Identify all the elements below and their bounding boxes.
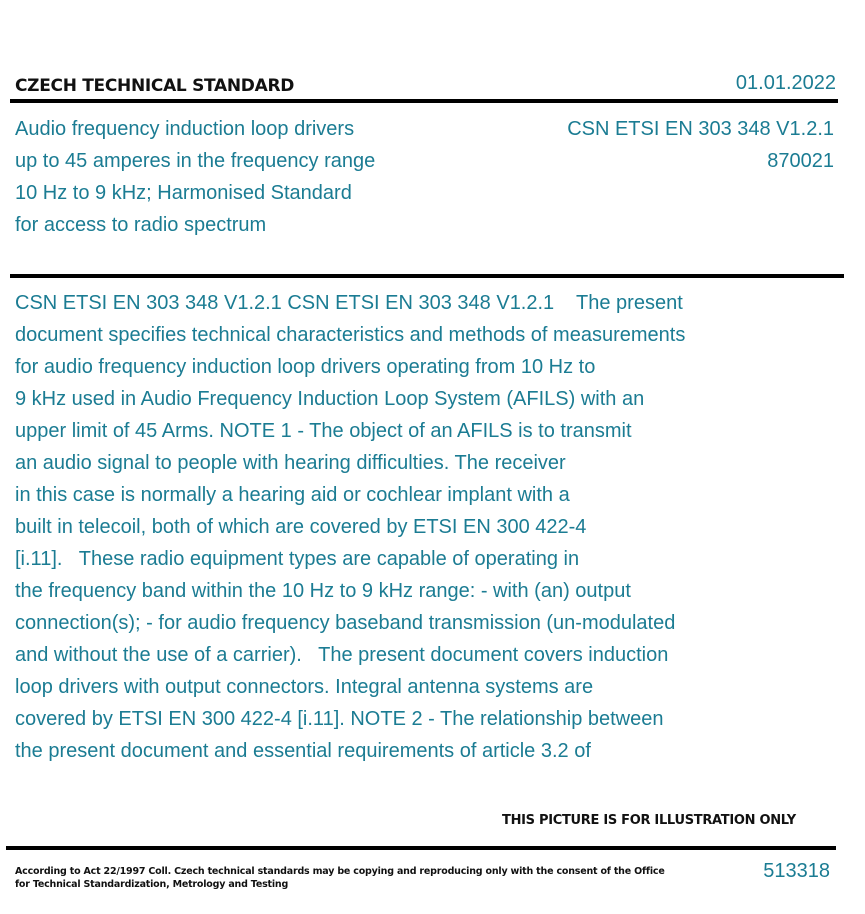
standard-title-line: 10 Hz to 9 kHz; Harmonised Standard xyxy=(15,182,352,204)
abstract-line: covered by ETSI EN 300 422-4 [i.11]. NOTE 2 - The relationship between xyxy=(15,708,664,730)
standard-code: CSN ETSI EN 303 348 V1.2.1 xyxy=(567,118,834,140)
standard-title xyxy=(15,113,375,241)
abstract-line: an audio signal to people with hearing difficulties. The receiver xyxy=(15,452,566,474)
abstract-line: 9 kHz used in Audio Frequency Induction Loop System (AFILS) with an xyxy=(15,388,645,410)
abstract-line: upper limit of 45 Arms. NOTE 1 - The object of an AFILS is to transmit xyxy=(15,420,632,442)
title-divider xyxy=(10,274,844,278)
copyright-line: for Technical Standardization, Metrology and Testing xyxy=(15,879,289,890)
document-category: CZECH TECHNICAL STANDARD xyxy=(15,76,295,96)
standard-title-line: up to 45 amperes in the frequency range xyxy=(15,150,376,172)
catalog-number: 513318 xyxy=(763,860,830,882)
copyright-notice xyxy=(15,865,665,891)
abstract-line: in this case is normally a hearing aid or cochlear implant with a xyxy=(15,484,570,506)
standard-title-line: for access to radio spectrum xyxy=(15,214,267,236)
abstract-line: the present document and essential requirements of article 3.2 of xyxy=(15,740,591,762)
illustration-disclaimer: THIS PICTURE IS FOR ILLUSTRATION ONLY xyxy=(502,813,796,828)
footer-divider xyxy=(6,846,836,850)
abstract-text xyxy=(15,287,685,767)
standard-number: 870021 xyxy=(767,150,834,172)
abstract-line: built in telecoil, both of which are covered by ETSI EN 300 422-4 xyxy=(15,516,587,538)
abstract-line: connection(s); - for audio frequency baseband transmission (un-modulated xyxy=(15,612,676,634)
standard-title-line: Audio frequency induction loop drivers xyxy=(15,118,355,140)
abstract-line: for audio frequency induction loop drivers operating from 10 Hz to xyxy=(15,356,596,378)
standard-identifiers xyxy=(567,113,834,177)
abstract-line: CSN ETSI EN 303 348 V1.2.1 CSN ETSI EN 303 348 V1.2.1 The present xyxy=(15,292,683,314)
abstract-line: loop drivers with output connectors. Integral antenna systems are xyxy=(15,676,594,698)
abstract-line: the frequency band within the 10 Hz to 9 kHz range: - with (an) output xyxy=(15,580,631,602)
abstract-line: [i.11]. These radio equipment types are capable of operating in xyxy=(15,548,580,570)
header-divider xyxy=(10,99,838,103)
abstract-line: document specifies technical characteristics and methods of measurements xyxy=(15,324,686,346)
copyright-line: According to Act 22/1997 Coll. Czech technical standards may be copying and reproducing only with the consent of the Office xyxy=(15,866,665,877)
publication-date: 01.01.2022 xyxy=(735,72,836,94)
abstract-line: and without the use of a carrier). The present document covers induction xyxy=(15,644,669,666)
